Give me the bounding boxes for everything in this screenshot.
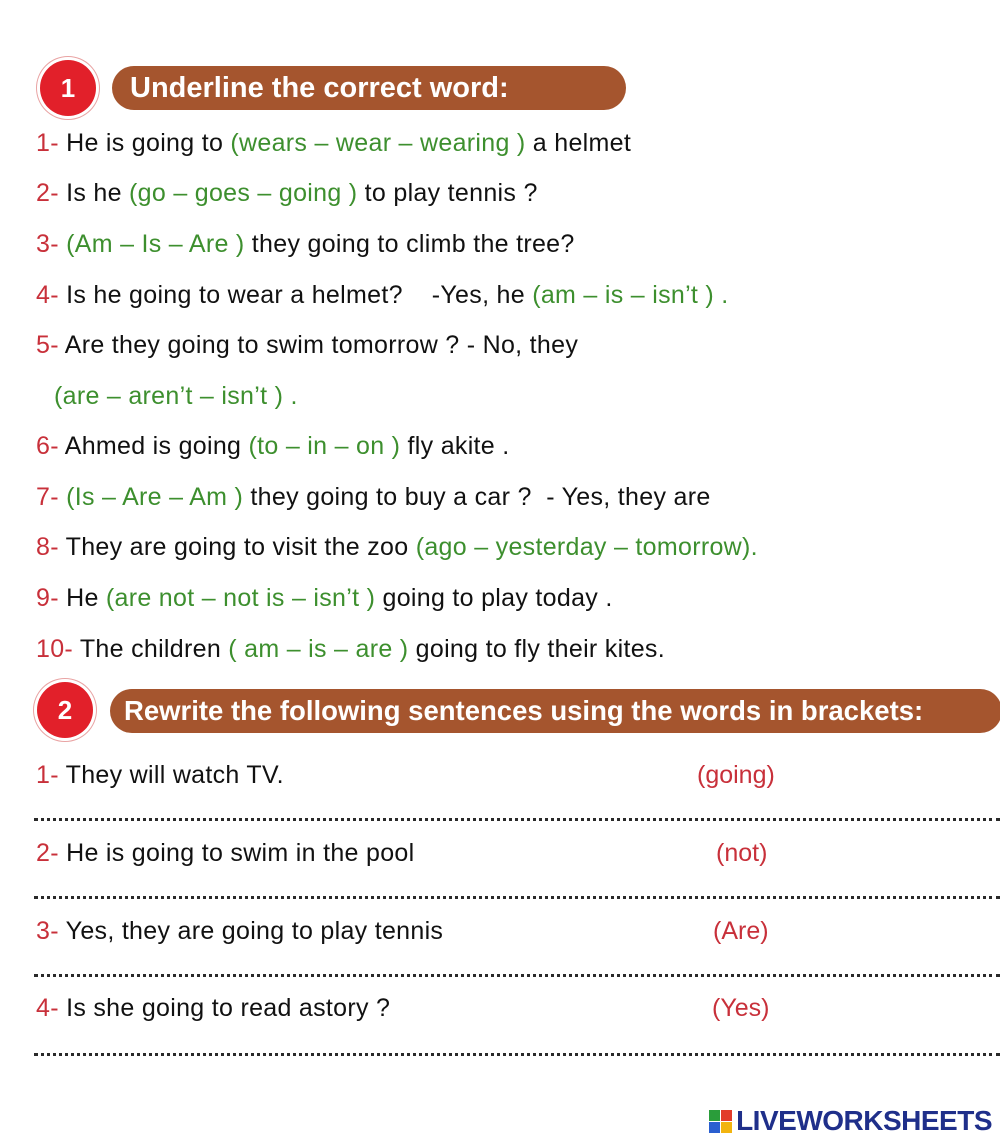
rewrite-item (36, 993, 390, 1023)
sentence-text: He (66, 584, 106, 612)
item-number: 5- (36, 331, 59, 359)
logo-block (709, 1110, 720, 1121)
section-number-badge (40, 60, 96, 116)
rewrite-item (36, 760, 284, 790)
exercise-item (36, 280, 729, 310)
item-number: 6- (36, 432, 59, 460)
word-options[interactable]: (ago – yesterday – tomorrow). (415, 533, 758, 561)
sentence-text: to play tennis ? (357, 179, 538, 207)
sentence-text: Is he (66, 179, 130, 207)
word-options[interactable]: (Am – Is – Are ) (66, 230, 245, 258)
bracket-hint: (going) (697, 761, 775, 789)
exercise-item (36, 583, 613, 613)
logo-mark-icon (709, 1110, 732, 1133)
sentence-text: He is going to swim in the pool (66, 839, 415, 867)
sentence-text: a helmet (525, 129, 632, 157)
item-number: 3- (36, 230, 59, 258)
sentence-text: He is going to (66, 129, 231, 157)
exercise-item (36, 178, 538, 208)
item-number: 2- (36, 179, 59, 207)
section-1-header (0, 60, 1000, 120)
exercise-item (54, 381, 298, 411)
word-options[interactable]: (are not – not is – isn’t ) (105, 584, 376, 612)
sentence-text: Yes, they are going to play tennis (65, 917, 444, 945)
sentence-text: fly akite . (400, 432, 510, 460)
item-number: 8- (36, 533, 59, 561)
answer-line[interactable] (34, 974, 1000, 977)
sentence-text: Are they going to swim tomorrow ? - No, they (64, 331, 579, 359)
answer-line[interactable] (34, 818, 1000, 821)
sentence-text: Is he going to wear a helmet? -Yes, he (66, 281, 533, 309)
item-number: 4- (36, 281, 59, 309)
section-title-pill (110, 689, 1000, 733)
exercise-item (36, 330, 578, 360)
sentence-text: They will watch TV. (65, 761, 284, 789)
word-options[interactable]: (to – in – on ) (248, 432, 401, 460)
rewrite-item (36, 916, 443, 946)
item-number: 9- (36, 584, 59, 612)
sentence-text: Is she going to read astory ? (66, 994, 391, 1022)
item-number: 1- (36, 129, 59, 157)
bracket-hint: (not) (716, 839, 768, 867)
word-options[interactable]: (go – goes – going ) (129, 179, 358, 207)
item-number: 1- (36, 761, 59, 789)
word-options[interactable]: (am – is – isn’t ) . (532, 281, 729, 309)
exercise-item (36, 634, 665, 664)
exercise-item (36, 431, 510, 461)
answer-line[interactable] (34, 896, 1000, 899)
section-number-badge (37, 682, 93, 738)
word-options[interactable]: ( am – is – are ) (228, 635, 409, 663)
rewrite-item (36, 838, 414, 868)
sentence-text: they going to climb the tree? (244, 230, 575, 258)
logo-block (721, 1122, 732, 1133)
liveworksheets-logo (709, 1104, 992, 1138)
logo-block (709, 1122, 720, 1133)
logo-text: LIVEWORKSHEETS (736, 1105, 992, 1136)
section-title: Underline the correct word: (130, 71, 509, 104)
answer-line[interactable] (34, 1053, 1000, 1056)
exercise-item (36, 532, 758, 562)
exercise-item (36, 128, 631, 158)
sentence-text: The children (79, 635, 229, 663)
exercise-item (36, 482, 711, 512)
sentence-text: Ahmed is going (64, 432, 249, 460)
item-number: 2- (36, 839, 59, 867)
sentence-text: going to fly their kites. (408, 635, 665, 663)
item-number: 7- (36, 483, 59, 511)
sentence-text: going to play today . (375, 584, 613, 612)
section-number: 2 (57, 694, 73, 725)
logo-block (721, 1110, 732, 1121)
item-number: 4- (36, 994, 59, 1022)
section-title: Rewrite the following sentences using the words in brackets: (124, 695, 924, 726)
word-options[interactable]: (Is – Are – Am ) (66, 483, 244, 511)
section-number: 1 (60, 72, 76, 103)
item-number: 3- (36, 917, 59, 945)
word-options[interactable]: (are – aren’t – isn’t ) . (54, 382, 298, 410)
bracket-hint: (Are) (713, 917, 769, 945)
word-options[interactable]: (wears – wear – wearing ) (230, 129, 526, 157)
bracket-hint: (Yes) (712, 994, 770, 1022)
sentence-text: they going to buy a car ? - Yes, they are (243, 483, 711, 511)
exercise-item (36, 229, 575, 259)
section-title-pill (112, 66, 626, 110)
item-number: 10- (36, 635, 74, 663)
sentence-text: They are going to visit the zoo (65, 533, 416, 561)
section-2-header (0, 682, 1000, 742)
